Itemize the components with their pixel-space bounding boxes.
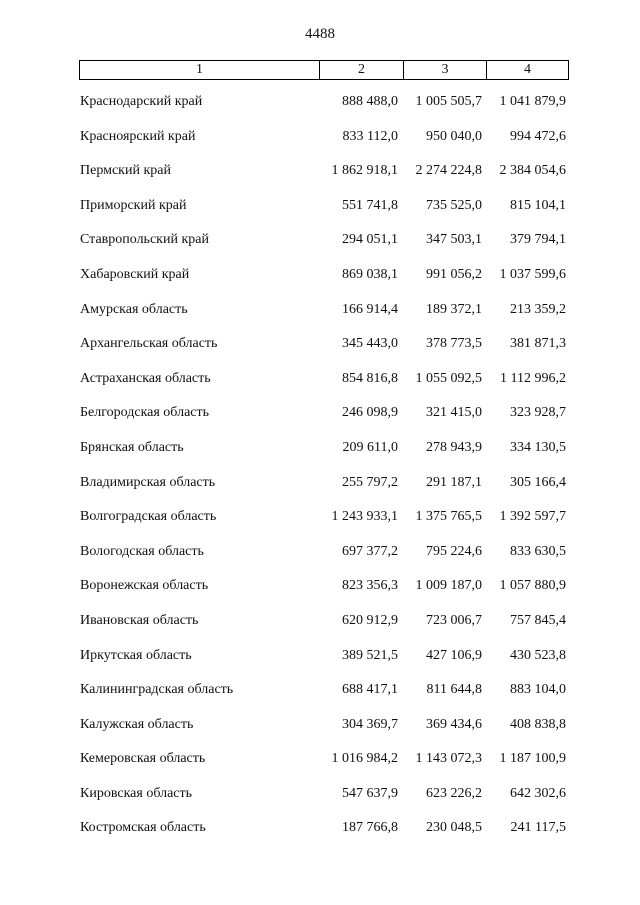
value-column-2: 854 816,8 <box>342 370 398 386</box>
value-column-4: 323 928,7 <box>510 405 566 421</box>
value-column-3: 1 375 765,5 <box>415 509 482 525</box>
table-row <box>0 505 640 540</box>
value-column-4: 305 166,4 <box>510 474 566 490</box>
value-column-2: 823 356,3 <box>342 578 398 594</box>
region-name: Калининградская область <box>80 682 234 698</box>
value-column-3: 991 056,2 <box>426 266 482 282</box>
value-column-3: 735 525,0 <box>426 197 482 213</box>
value-column-2: 620 912,9 <box>342 612 398 628</box>
table-row <box>0 471 640 506</box>
value-column-3: 811 644,8 <box>426 682 482 698</box>
value-column-3: 378 773,5 <box>426 336 482 352</box>
value-column-4: 241 117,5 <box>510 820 566 836</box>
table-row <box>0 228 640 263</box>
value-column-2: 688 417,1 <box>342 682 398 698</box>
value-column-4: 1 037 599,6 <box>499 266 566 282</box>
value-column-4: 757 845,4 <box>510 612 566 628</box>
value-column-4: 381 871,3 <box>510 336 566 352</box>
value-column-4: 430 523,8 <box>510 647 566 663</box>
value-column-3: 369 434,6 <box>426 716 482 732</box>
table-row <box>0 574 640 609</box>
value-column-4: 334 130,5 <box>510 439 566 455</box>
value-column-3: 1 143 072,3 <box>415 751 482 767</box>
value-column-3: 795 224,6 <box>426 543 482 559</box>
value-column-4: 1 041 879,9 <box>499 94 566 109</box>
value-column-3: 321 415,0 <box>426 405 482 421</box>
value-column-4: 2 384 054,6 <box>499 163 566 179</box>
value-column-3: 723 006,7 <box>426 612 482 628</box>
region-name: Краснодарский край <box>80 94 203 109</box>
value-column-2: 833 112,0 <box>342 128 398 144</box>
column-header-4: 4 <box>524 62 531 77</box>
value-column-2: 255 797,2 <box>342 474 398 490</box>
value-column-3: 1 055 092,5 <box>415 370 482 386</box>
region-name: Амурская область <box>80 301 188 317</box>
value-column-3: 427 106,9 <box>426 647 482 663</box>
value-column-3: 230 048,5 <box>426 820 482 836</box>
value-column-4: 213 359,2 <box>510 301 566 317</box>
value-column-2: 187 766,8 <box>342 820 398 836</box>
value-column-2: 345 443,0 <box>342 336 398 352</box>
value-column-2: 166 914,4 <box>342 301 398 317</box>
region-name: Приморский край <box>80 197 187 213</box>
table-row <box>0 332 640 367</box>
value-column-4: 994 472,6 <box>510 128 566 144</box>
value-column-3: 1 009 187,0 <box>415 578 482 594</box>
value-column-3: 278 943,9 <box>426 439 482 455</box>
table-header <box>79 60 569 80</box>
table-row <box>0 401 640 436</box>
table-row <box>0 263 640 298</box>
table-row <box>0 159 640 194</box>
region-name: Пермский край <box>80 163 171 179</box>
region-name: Красноярский край <box>80 128 196 144</box>
value-column-3: 291 187,1 <box>426 474 482 490</box>
region-name: Иркутская область <box>80 647 192 663</box>
table-row <box>0 436 640 471</box>
value-column-4: 1 057 880,9 <box>499 578 566 594</box>
table-row <box>0 125 640 160</box>
region-name: Ставропольский край <box>80 232 209 248</box>
region-name: Калужская область <box>80 716 194 732</box>
region-name: Воронежская область <box>80 578 209 594</box>
value-column-4: 1 392 597,7 <box>499 509 566 525</box>
value-column-2: 294 051,1 <box>342 232 398 248</box>
value-column-4: 379 794,1 <box>510 232 566 248</box>
value-column-4: 815 104,1 <box>510 197 566 213</box>
value-column-2: 304 369,7 <box>342 716 398 732</box>
table-row <box>0 90 640 125</box>
table-row <box>0 540 640 575</box>
value-column-2: 547 637,9 <box>342 785 398 801</box>
value-column-2: 209 611,0 <box>342 439 398 455</box>
value-column-2: 1 862 918,1 <box>331 163 398 179</box>
value-column-2: 551 741,8 <box>342 197 398 213</box>
table-row <box>0 678 640 713</box>
value-column-2: 389 521,5 <box>342 647 398 663</box>
region-name: Кемеровская область <box>80 751 206 767</box>
region-name: Астраханская область <box>80 370 211 386</box>
value-column-2: 888 488,0 <box>342 94 398 109</box>
region-name: Волгоградская область <box>80 509 217 525</box>
page-number: 4488 <box>305 26 335 42</box>
value-column-3: 623 226,2 <box>426 785 482 801</box>
value-column-4: 1 112 996,2 <box>500 370 566 386</box>
value-column-4: 408 838,8 <box>510 716 566 732</box>
table-row <box>0 782 640 817</box>
value-column-2: 1 243 933,1 <box>331 509 398 525</box>
table-row <box>0 609 640 644</box>
value-column-3: 1 005 505,7 <box>415 94 482 109</box>
region-name: Брянская область <box>80 439 184 455</box>
region-name: Вологодская область <box>80 543 204 559</box>
value-column-3: 347 503,1 <box>426 232 482 248</box>
value-column-4: 883 104,0 <box>510 682 566 698</box>
table-row <box>0 747 640 782</box>
table-row <box>0 713 640 748</box>
table-row <box>0 298 640 333</box>
value-column-4: 833 630,5 <box>510 543 566 559</box>
value-column-4: 642 302,6 <box>510 785 566 801</box>
region-name: Белгородская область <box>80 405 210 421</box>
region-name: Хабаровский край <box>80 266 190 282</box>
table-body <box>0 90 640 851</box>
table-row <box>0 194 640 229</box>
value-column-4: 1 187 100,9 <box>499 751 566 767</box>
table-row <box>0 816 640 851</box>
region-name: Кировская область <box>80 785 193 801</box>
column-header-1: 1 <box>80 61 320 79</box>
value-column-2: 246 098,9 <box>342 405 398 421</box>
region-name: Архангельская область <box>80 336 218 352</box>
value-column-3: 189 372,1 <box>426 301 482 317</box>
value-column-2: 869 038,1 <box>342 266 398 282</box>
value-column-2: 1 016 984,2 <box>331 751 398 767</box>
table-row <box>0 367 640 402</box>
table-row <box>0 644 640 679</box>
column-header-2: 2 <box>320 61 404 79</box>
region-name: Ивановская область <box>80 612 199 628</box>
value-column-3: 950 040,0 <box>426 128 482 144</box>
region-name: Владимирская область <box>80 474 216 490</box>
value-column-2: 697 377,2 <box>342 543 398 559</box>
region-name: Костромская область <box>80 820 206 836</box>
value-column-3: 2 274 224,8 <box>415 163 482 179</box>
column-header-3: 3 <box>404 61 487 79</box>
